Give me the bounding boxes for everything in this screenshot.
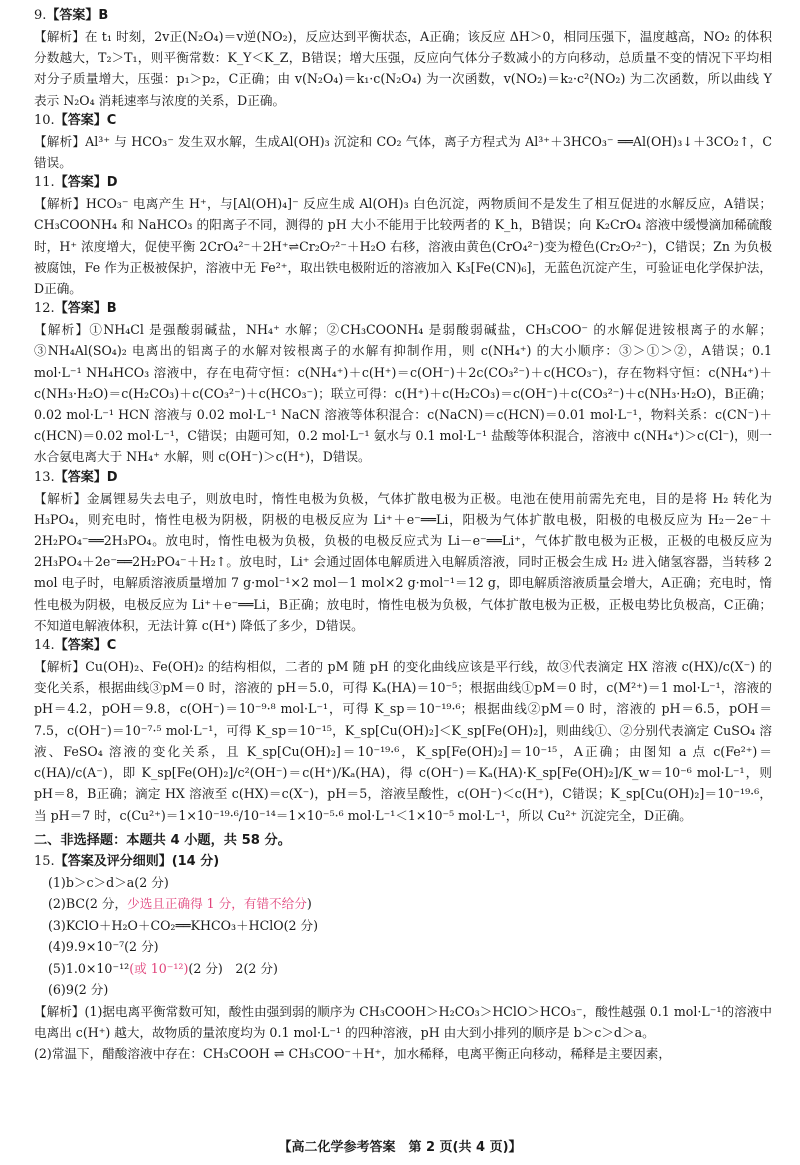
analysis-text: 【解析】HCO₃⁻ 电离产生 H⁺，与[Al(OH)₄]⁻ 反应生成 Al(OH)₃ 白色沉淀，两物质间不是发生了相互促进的水解反应，A错误；CH₃COONH₄ 和 NaHCO₃ 的阳离子不同，测得的 pH 大小不能用于比较两者的 K_h，B错误；向 K₂CrO₄ 溶液中缓慢滴加稀硫酸时，H⁺ 浓度增大，促使平衡 2CrO₄²⁻＋2H⁺⇌Cr₂O₇²⁻＋H₂O 右移，溶液由黄色(CrO₄²⁻)变为橙色(Cr₂O₇²⁻)，C错误；Zn 为负极被腐蚀，Fe 作为正极被保护，溶液中无 Fe²⁺，取出铁电极附近的溶液加入 K₃[Fe(CN)₆]，无蓝色沉淀产生，可验证电化学保护法，D正确。 xyxy=(34,196,772,297)
question-number: 11. xyxy=(34,175,55,191)
answer-label: 【答案】D xyxy=(54,175,118,191)
answer-line-4: (4)9.9×10⁻⁷(2 分) xyxy=(48,939,159,955)
question-number: 15. xyxy=(34,853,55,869)
answer-label: 【答案】B xyxy=(54,301,117,317)
analysis-text: 【解析】Al³⁺ 与 HCO₃⁻ 发生双水解，生成Al(OH)₃ 沉淀和 CO₂ 气体，离子方程式为 Al³⁺＋3HCO₃⁻ ══Al(OH)₃↓＋3CO₂↑，C错误。 xyxy=(34,133,772,171)
page-footer: 【高二化学参考答案 第 2 页(共 4 页)】 xyxy=(278,1140,522,1155)
answer-page xyxy=(34,6,772,1064)
answer-label: 【答案】C xyxy=(54,638,117,654)
question-number: 13. xyxy=(34,469,55,485)
answer-label: 【答案】B xyxy=(46,8,109,23)
question-number: 12. xyxy=(34,301,55,317)
analysis-text-continued: (2)常温下，醋酸溶液中存在：CH₃COOH ⇌ CH₃COO⁻＋H⁺，加水稀释，电离平衡正向移动，稀释是主要因素， xyxy=(34,1046,671,1062)
grading-note: 少选且正确得 1 分，有错不给分 xyxy=(127,896,307,912)
question-12 xyxy=(34,299,772,467)
question-number: 9. xyxy=(34,8,47,23)
question-15 xyxy=(34,852,772,1065)
answer-line-6: (6)9(2 分) xyxy=(48,982,109,998)
alternate-answer-note: (或 10⁻¹²) xyxy=(129,960,189,976)
answer-line-2: (2)BC(2 分，少选且正确得 1 分，有错不给分) xyxy=(48,896,312,912)
answer-label: 【答案及评分细则】(14 分) xyxy=(54,853,220,869)
section-heading: 二、非选择题：本题共 4 小题，共 58 分。 xyxy=(34,832,291,848)
question-11 xyxy=(34,173,772,299)
question-13 xyxy=(34,468,772,636)
analysis-text: 【解析】Cu(OH)₂、Fe(OH)₂ 的结构相似，二者的 pM 随 pH 的变化曲线应该是平行线，故③代表滴定 HX 溶液 c(HX)/c(X⁻) 的变化关系，根据曲线③pM＝0 时，溶液的 pH＝5.0，可得 Kₐ(HA)＝10⁻⁵；根据曲线①pM＝0 时，c(M²⁺)＝1 mol·L⁻¹，溶液的 pH＝4.2，pOH＝9.8，c(OH⁻)＝10⁻⁹·⁸ mol·L⁻¹，可得 K_sp＝10⁻¹⁹·⁶；根据曲线②pM＝0 时，溶液的 pH＝6.5，pOH＝7.5，c(OH⁻)＝10⁻⁷·⁵ mol·L⁻¹，可得 K_sp＝10⁻¹⁵，K_sp[Cu(OH)₂]＜K_sp[Fe(OH)₂]，则曲线①、②分别代表滴定 CuSO₄ 溶液、FeSO₄ 溶液的变化关系，且 K_sp[Cu(OH)₂]＝10⁻¹⁹·⁶，K_sp[Fe(OH)₂]＝10⁻¹⁵，A正确；由图知 a 点 c(Fe²⁺)＝c(HA)/c(A⁻)，即 K_sp[Fe(OH)₂]/c²(OH⁻)＝c(H⁺)/Kₐ(HA)，得 c(OH⁻)＝Kₐ(HA)·K_sp[Fe(OH)₂]/K_w＝10⁻⁶ mol·L⁻¹，则 pH＝8，B正确；滴定 HX 溶液至 c(HX)＝c(X⁻)，pH＝5，溶液呈酸性，c(OH⁻)＜c(H⁺)，C错误；K_sp[Cu(OH)₂]＝10⁻¹⁹·⁶，当 pH＝7 时，c(Cu²⁺)＝1×10⁻¹⁹·⁶/10⁻¹⁴＝1×10⁻⁵·⁶ mol·L⁻¹＜1×10⁻⁵ mol·L⁻¹，所以 Cu²⁺ 沉淀完全，D正确。 xyxy=(34,659,772,823)
question-14 xyxy=(34,636,772,826)
answer-line-1: (1)b＞c＞d＞a(2 分) xyxy=(48,874,169,890)
answer-label: 【答案】C xyxy=(54,112,117,128)
answer-label: 【答案】D xyxy=(54,469,118,485)
analysis-text: 【解析】在 t₁ 时刻，2v正(N₂O₄)＝v逆(NO₂)，反应达到平衡状态，A正确；该反应 ΔH＞0，相同压强下，温度越高，NO₂ 的体积分数越大，T₂＞T₁，则平衡常数：K_Y＜K_Z，B错误；增大压强，反应向气体分子数减小的方向移动，总质量不变的情况下平均相对分子质量增大，压强：p₁＞p₂，C正确；由 v(N₂O₄)＝k₁·c(N₂O₄) 为一次函数，v(NO₂)＝k₂·c²(NO₂) 为二次函数，所以曲线 Y 表示 N₂O₄ 消耗速率与浓度的关系，D正确。 xyxy=(34,29,772,108)
question-number: 10. xyxy=(34,112,55,128)
answer-line-5: (5)1.0×10⁻¹²(或 10⁻¹²)(2 分) 2(2 分) xyxy=(48,960,278,976)
question-number: 14. xyxy=(34,638,55,654)
analysis-text: 【解析】①NH₄Cl 是强酸弱碱盐，NH₄⁺ 水解；②CH₃COONH₄ 是弱酸弱碱盐，CH₃COO⁻ 的水解促进铵根离子的水解；③NH₄Al(SO₄)₂ 电离出的铝离子的水解对铵根离子的水解有抑制作用，则 c(NH₄⁺) 的大小顺序：③＞①＞②，A错误；0.1 mol·L⁻¹ NH₄HCO₃ 溶液中，存在电荷守恒：c(NH₄⁺)＋c(H⁺)＝c(OH⁻)＋2c(CO₃²⁻)＋c(HCO₃⁻)，存在物料守恒：c(NH₄⁺)＋c(NH₃·H₂O)＝c(H₂CO₃)＋c(CO₃²⁻)＋c(HCO₃⁻)；联立可得：c(H⁺)＋c(H₂CO₃)＝c(OH⁻)＋c(CO₃²⁻)＋c(NH₃·H₂O)，B正确；0.02 mol·L⁻¹ HCN 溶液与 0.02 mol·L⁻¹ NaCN 溶液等体积混合：c(NaCN)＝c(HCN)＝0.01 mol·L⁻¹，物料关系：c(CN⁻)＋c(HCN)＝0.02 mol·L⁻¹，C错误；由题可知，0.2 mol·L⁻¹ 氨水与 0.1 mol·L⁻¹ 盐酸等体积混合，溶液中 c(NH₄⁺)＞c(Cl⁻)，则一水合氨电离大于 NH₄⁺ 水解，则 c(OH⁻)＞c(H⁺)，D错误。 xyxy=(34,322,772,465)
question-9 xyxy=(34,6,772,111)
answer-line-3: (3)KClO＋H₂O＋CO₂══KHCO₃＋HClO(2 分) xyxy=(48,917,319,933)
question-10 xyxy=(34,111,772,173)
analysis-text: 【解析】(1)据电离平衡常数可知，酸性由强到弱的顺序为 CH₃COOH＞H₂CO₃＞HClO＞HCO₃⁻，酸性越强 0.1 mol·L⁻¹的溶液中电离出 c(H⁺) 越大，故物质的量浓度均为 0.1 mol·L⁻¹ 的四种溶液，pH 由大到小排列的顺序是 b＞c＞d＞a。 xyxy=(34,1003,772,1040)
analysis-text: 【解析】金属锂易失去电子，则放电时，惰性电极为负极，气体扩散电极为正极。电池在使用前需先充电，目的是将 H₂ 转化为 H₃PO₄，则充电时，惰性电极为阴极，阴极的电极反应为 Li⁺＋e⁻══Li，阳极为气体扩散电极，阳极的电极反应为 H₂－2e⁻＋2H₂PO₄⁻══2H₃PO₄。放电时，惰性电极为负极，负极的电极反应式为 Li－e⁻══Li⁺，气体扩散电极为正极，正极的电极反应为 2H₃PO₄＋2e⁻══2H₂PO₄⁻＋H₂↑。放电时，Li⁺ 会通过固体电解质进入电解质溶液，同时正极会生成 H₂ 进入储氢容器，当转移 2 mol 电子时，电解质溶液质量增加 7 g·mol⁻¹×2 mol－1 mol×2 g·mol⁻¹＝12 g，即电解质溶液质量会增大，A正确；充电时，惰性电极为阴极，电极反应为 Li⁺＋e⁻══Li，B正确；放电时，惰性电极为负极，气体扩散电极为正极，正极电势比负极高，C正确；不知道电解液体积，无法计算 c(H⁺) 降低了多少，D错误。 xyxy=(34,490,772,633)
